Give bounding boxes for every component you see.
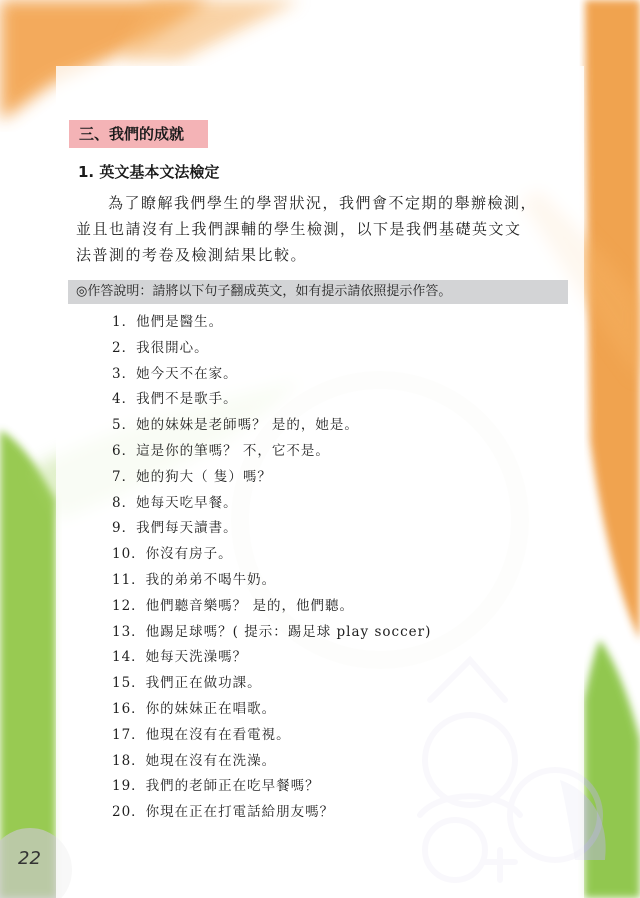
exercise-item: 15．我們正在做功課。 — [112, 675, 262, 692]
exercise-item: 7．她的狗大（ 隻）嗎？ — [112, 468, 272, 485]
exercise-item: 14．她每天洗澡嗎？ — [112, 649, 248, 666]
exercise-item: 18．她現在沒有在洗澡。 — [112, 752, 277, 769]
exercise-item: 10．你沒有房子。 — [112, 546, 233, 563]
intro-line: 為了瞭解我們學生的學習狀況，我們會不定期的舉辦檢測， — [108, 194, 538, 212]
exercise-item: 3．她今天不在家。 — [112, 365, 238, 382]
page-number: 22 — [18, 848, 41, 869]
exercise-item: 4．我們不是歌手。 — [112, 391, 238, 408]
intro-line: 並且也請沒有上我們課輔的學生檢測，以下是我們基礎英文文 — [76, 220, 522, 238]
exercise-item: 20．你現在正在打電話給朋友嗎？ — [112, 804, 335, 821]
instruction-bar: ◎作答說明：請將以下句子翻成英文，如有提示請依照提示作答。 — [68, 280, 568, 304]
exercise-item: 12．他們聽音樂嗎？ 是的，他們聽。 — [112, 597, 354, 614]
exercise-list — [112, 310, 431, 826]
exercise-item: 6．這是你的筆嗎？ 不，它不是。 — [112, 442, 330, 459]
exercise-item: 5．她的妹妹是老師嗎？ 是的，她是。 — [112, 417, 359, 434]
exercise-item: 2．我很開心。 — [112, 339, 209, 356]
exercise-item: 1．他們是醫生。 — [112, 314, 224, 330]
exercise-item: 9．我們每天讀書。 — [112, 520, 238, 537]
intro-line: 法普測的考卷及檢測結果比較。 — [76, 246, 308, 264]
exercise-item: 19．我們的老師正在吃早餐嗎？ — [112, 778, 320, 795]
intro-paragraph — [76, 190, 576, 268]
exercise-item: 8．她每天吃早餐。 — [112, 494, 238, 511]
exercise-item: 11．我的弟弟不喝牛奶。 — [112, 571, 277, 588]
exercise-item: 16．你的妹妹正在唱歌。 — [112, 700, 277, 717]
section-heading: 三、我們的成就 — [69, 120, 208, 148]
exercise-item: 13．他踢足球嗎？( 提示：踢足球 play soccer) — [112, 623, 432, 640]
sub-heading: 1. 英文基本文法檢定 — [78, 163, 220, 181]
exercise-item: 17．他現在沒有在看電視。 — [112, 726, 291, 743]
